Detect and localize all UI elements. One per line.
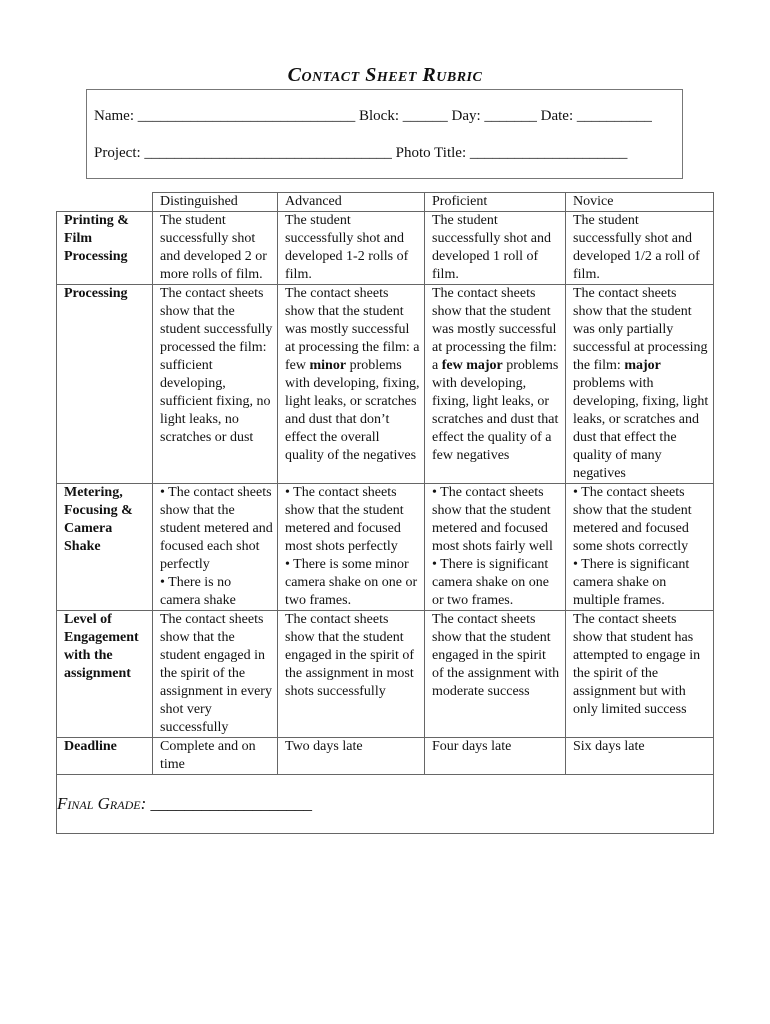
rubric-table	[56, 192, 714, 834]
criterion-label: Metering, Focusing & Camera Shake	[57, 484, 153, 611]
rubric-cell: The contact sheets show that the student was mostly successful at processing the film: a few major problems with developing, fixing, light leaks, or scratches and dust that effect the quality of a few negatives	[425, 285, 566, 484]
final-grade-row	[57, 775, 714, 834]
rubric-row-printing-film-processing	[57, 212, 714, 285]
rubric-cell: The contact sheets show that the student was mostly successful at processing the film: a few minor problems with developing, fixing, light leaks, or scratches and dust that don’t effect the overall quality of the negatives	[278, 285, 425, 484]
rubric-cell: The student successfully shot and developed 2 or more rolls of film.	[153, 212, 278, 285]
rubric-cell: • The contact sheets show that the student metered and focused some shots correctly • There is significant camera shake on multiple frames.	[566, 484, 714, 611]
rubric-cell: • The contact sheets show that the student metered and focused most shots perfectly • There is some minor camera shake on one or two frames.	[278, 484, 425, 611]
page-title: Contact Sheet Rubric	[287, 64, 483, 86]
rubric-cell: Four days late	[425, 738, 566, 775]
rubric-row-metering-focusing-camera-shake	[57, 484, 714, 611]
project-photo-title-line: Project: _________________________________ Photo Title: _____________________	[94, 145, 628, 161]
rubric-cell: Six days late	[566, 738, 714, 775]
rubric-cell: The student successfully shot and developed 1 roll of film.	[425, 212, 566, 285]
rubric-cell: The contact sheets show that the student was only partially successful at processing the film: major problems with developing, fixing, light leaks, or scratches and dust that effect the quality of many negatives	[566, 285, 714, 484]
header-corner	[57, 193, 153, 212]
rubric-cell: • The contact sheets show that the student metered and focused each shot perfectly • There is no camera shake	[153, 484, 278, 611]
criterion-label: Printing & Film Processing	[57, 212, 153, 285]
column-header-novice: Novice	[566, 193, 714, 212]
student-info-box	[86, 89, 683, 179]
rubric-cell: The contact sheets show that the student engaged in the spirit of the assignment in every shot very successfully	[153, 611, 278, 738]
rubric-cell: The contact sheets show that the student engaged in the spirit of the assignment with moderate success	[425, 611, 566, 738]
rubric-cell: Complete and on time	[153, 738, 278, 775]
name-block-day-date-line: Name: _____________________________ Block: ______ Day: _______ Date: __________	[94, 108, 652, 124]
criterion-label: Processing	[57, 285, 153, 484]
rubric-cell: The student successfully shot and developed 1-2 rolls of film.	[278, 212, 425, 285]
rubric-row-level-of-engagement	[57, 611, 714, 738]
criterion-label: Deadline	[57, 738, 153, 775]
rubric-cell: Two days late	[278, 738, 425, 775]
column-header-distinguished: Distinguished	[153, 193, 278, 212]
rubric-cell: The contact sheets show that the student successfully processed the film: sufficient developing, sufficient fixing, no light leaks, no scratches or dust	[153, 285, 278, 484]
rubric-row-processing	[57, 285, 714, 484]
criterion-label: Level of Engagement with the assignment	[57, 611, 153, 738]
column-header-proficient: Proficient	[425, 193, 566, 212]
rubric-cell: • The contact sheets show that the student metered and focused most shots fairly well • There is significant camera shake on one or two frames.	[425, 484, 566, 611]
final-grade-label: Final Grade: ___________________	[57, 775, 714, 834]
rubric-cell: The contact sheets show that student has attempted to engage in the spirit of the assignment but with only limited success	[566, 611, 714, 738]
rubric-row-deadline	[57, 738, 714, 775]
rubric-cell: The contact sheets show that the student engaged in the spirit of the assignment in most shots successfully	[278, 611, 425, 738]
rubric-cell: The student successfully shot and developed 1/2 a roll of film.	[566, 212, 714, 285]
column-header-advanced: Advanced	[278, 193, 425, 212]
rubric-header-row	[57, 193, 714, 212]
